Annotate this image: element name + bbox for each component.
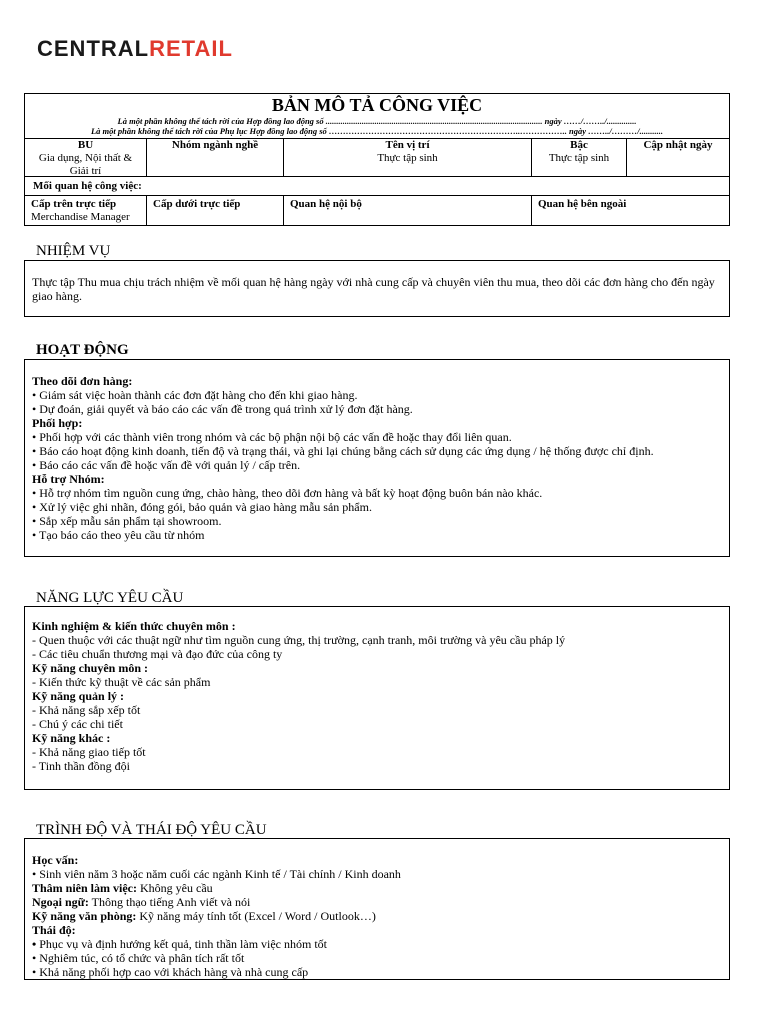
subordinate-cell: [146, 196, 283, 225]
education-value: • Khả năng phối hợp cao với khách hàng và nhà cung cấp: [32, 965, 309, 979]
appendix-line: Là một phần không thể tách rời của Phụ lục Hợp đồng lao động số …………………………………………………………..…………….. ngày ……../………/...........: [90, 126, 664, 136]
bullet-item: - Quen thuộc với các thuật ngữ như tìm nguồn cung ứng, thị trường, cạnh tranh, môi trường và yêu cầu pháp lý: [32, 633, 566, 647]
activity-list: [25, 360, 729, 542]
duty-title: NHIỆM VỤ: [36, 243, 111, 259]
competency-list: [25, 607, 729, 773]
education-label: Học vấn:: [32, 853, 79, 867]
bullet-item: • Hỗ trợ nhóm tìm nguồn cung ứng, chào hàng, theo dõi đơn hàng và bất kỳ hoạt động buôn bán nào khác.: [32, 486, 543, 500]
bullet-item: • Giám sát việc hoàn thành các đơn đặt hàng cho đến khi giao hàng.: [32, 388, 358, 402]
education-value: Không yêu cầu: [137, 881, 213, 895]
relations-row: [25, 195, 729, 225]
education-line: [32, 937, 722, 951]
education-list: [25, 839, 729, 979]
position-label: Tên vị trí: [385, 139, 430, 151]
level-value: Thực tập sinh: [548, 152, 610, 164]
bullet-item: - Khả năng sắp xếp tốt: [32, 703, 141, 717]
education-value: Kỹ năng máy tính tốt (Excel / Word / Outlook…): [136, 909, 376, 923]
internal-label: Quan hệ nội bộ: [290, 198, 362, 210]
bullet-item: • Báo cáo các vấn đề hoặc vấn đề với quản lý / cấp trên.: [32, 458, 301, 472]
education-line: [32, 951, 722, 965]
education-line: [32, 853, 722, 867]
subheading: Kỹ năng quản lý :: [32, 689, 125, 703]
education-value: Phục vụ và định hướng kết quả, tinh thần làm việc nhóm tốt: [36, 937, 328, 951]
subheading: Hỗ trợ Nhóm:: [32, 472, 105, 486]
bu-cell: [25, 139, 146, 176]
competency-box: [24, 606, 730, 790]
bullet-item: - Tinh thần đồng đội: [32, 759, 131, 773]
bullet-item: • Báo cáo hoạt động kinh doanh, tiến độ và trạng thái, và ghi lại chúng bằng cách sử dụng các ứng dụng / hệ thống được chỉ định.: [32, 444, 654, 458]
duty-box: [24, 260, 730, 317]
external-cell: [531, 196, 729, 225]
bullet-item: - Chú ý các chi tiết: [32, 717, 123, 731]
superior-value: Merchandise Manager: [31, 211, 130, 223]
education-box: [24, 838, 730, 980]
superior-label: Cấp trên trực tiếp: [31, 198, 117, 210]
education-line: [32, 881, 722, 895]
contract-line: Là một phần không thể tách rời của Hợp đồng lao động số ...................................................................................................... ngày ……/……../..............: [117, 116, 637, 126]
education-value: • Nghiêm túc, có tổ chức và phân tích rất tốt: [32, 951, 245, 965]
education-value: Thông thạo tiếng Anh viết và nói: [88, 895, 251, 909]
education-value: • Sinh viên năm 3 hoặc năm cuối các ngành Kinh tế / Tài chính / Kinh doanh: [32, 867, 401, 881]
company-logo: [37, 36, 233, 62]
external-label: Quan hệ bên ngoài: [538, 198, 627, 210]
update-label: Cập nhật ngày: [643, 139, 713, 151]
education-line: [32, 867, 722, 881]
education-line: [32, 965, 722, 979]
activity-title: HOẠT ĐỘNG: [36, 342, 129, 358]
bullet-item: - Kiến thức kỹ thuật về các sản phẩm: [32, 675, 211, 689]
group-cell: [146, 139, 283, 176]
position-value: Thực tập sinh: [377, 152, 438, 164]
activity-box: [24, 359, 730, 557]
document-title: BẢN MÔ TẢ CÔNG VIỆC: [271, 95, 483, 115]
education-label: Kỹ năng văn phòng:: [32, 909, 137, 923]
subheading: Kỹ năng khác :: [32, 731, 111, 745]
relations-label: Mối quan hệ công việc:: [33, 180, 142, 192]
education-label: •: [32, 937, 37, 951]
bullet-item: • Phối hợp với các thành viên trong nhóm và các bộ phận nội bộ các vấn đề hoặc thay đổi liên quan.: [32, 430, 512, 444]
bu-label: BU: [77, 139, 94, 151]
job-info-row: [25, 138, 729, 177]
internal-cell: [283, 196, 531, 225]
level-label: Bậc: [570, 139, 588, 151]
education-title: TRÌNH ĐỘ VÀ THÁI ĐỘ YÊU CẦU: [36, 822, 267, 838]
bullet-item: • Tạo báo cáo theo yêu cầu từ nhóm: [32, 528, 205, 542]
education-label: Thâm niên làm việc:: [32, 881, 137, 895]
duty-text: Thực tập Thu mua chịu trách nhiệm về mối quan hệ hàng ngày với nhà cung cấp và chuyên viên thu mua, theo dõi các đơn hàng cho đến ngày giao hàng.: [32, 275, 715, 303]
logo-retail: RETAIL: [149, 36, 233, 61]
bullet-item: - Khả năng giao tiếp tốt: [32, 745, 146, 759]
superior-cell: [25, 196, 146, 225]
position-cell: [283, 139, 531, 176]
subheading: Kinh nghiệm & kiến thức chuyên môn :: [32, 619, 236, 633]
bullet-item: • Sắp xếp mẫu sản phẩm tại showroom.: [32, 514, 222, 528]
education-line: [32, 923, 722, 937]
bullet-item: • Dự đoán, giải quyết và báo cáo các vấn đề trong quá trình xử lý đơn đặt hàng.: [32, 402, 413, 416]
subheading: Phối hợp:: [32, 416, 83, 430]
education-line: [32, 909, 722, 923]
subheading: Kỹ năng chuyên môn :: [32, 661, 149, 675]
subordinate-label: Cấp dưới trực tiếp: [153, 198, 241, 210]
education-line: [32, 895, 722, 909]
job-header-table: [24, 93, 730, 226]
competency-title: NĂNG LỰC YÊU CẦU: [36, 590, 184, 606]
update-cell: [626, 139, 729, 176]
bullet-item: • Xử lý việc ghi nhãn, đóng gói, bảo quản và giao hàng mẫu sản phẩm.: [32, 500, 372, 514]
education-label: Thái độ:: [32, 923, 76, 937]
logo-central: CENTRAL: [37, 36, 150, 61]
bullet-item: - Các tiêu chuẩn thương mại và đạo đức của công ty: [32, 647, 283, 661]
group-label: Nhóm ngành nghề: [171, 139, 259, 151]
education-label: Ngoại ngữ:: [32, 895, 89, 909]
bu-value: Gia dụng, Nội thất & Giải trí: [38, 152, 133, 177]
level-cell: [531, 139, 626, 176]
subheading: Theo dõi đơn hàng:: [32, 374, 133, 388]
